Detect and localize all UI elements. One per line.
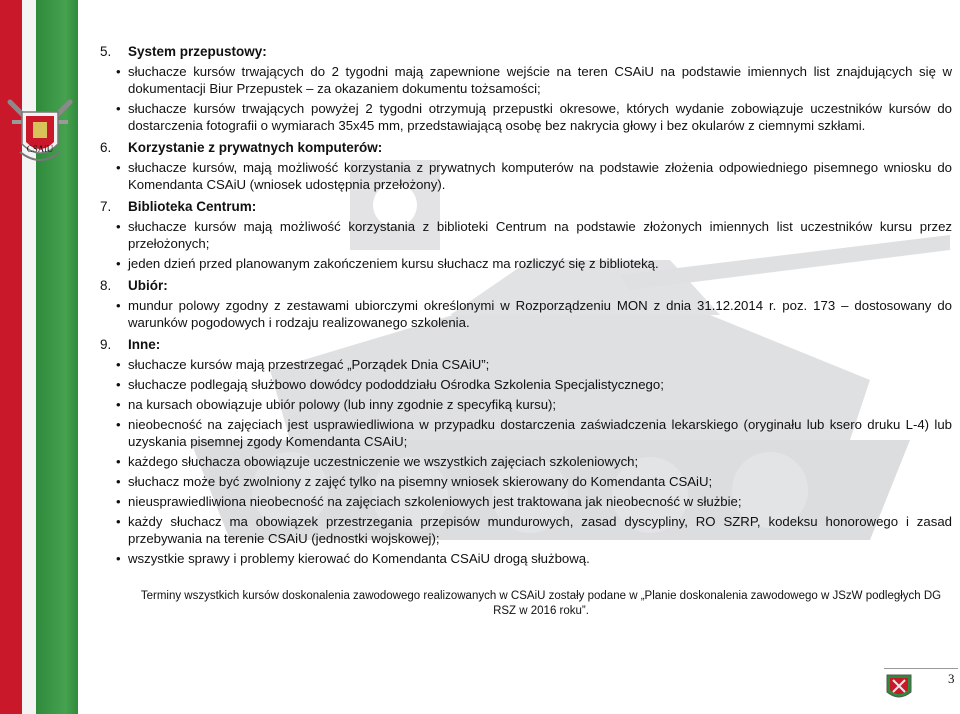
section-7-header [100,198,952,215]
section-title: System przepustowy: [128,44,267,59]
list-item: • słuchacze podlegają służbowo dowódcy pododdziału Ośrodka Szkolenia Specjalistycznego; [100,376,952,393]
list-item: • nieusprawiedliwiona nieobecność na zajęciach szkoleniowych jest traktowana jak nieobecność w służbie; [100,493,952,510]
list-item: • każdego słuchacza obowiązuje uczestniczenie we wszystkich zajęciach szkoleniowych; [100,453,952,470]
list-item: • słuchacze kursów mają możliwość korzystania z biblioteki Centrum na podstawie złożonych imiennych list uczestników kursu przez przełożonych; [100,218,952,252]
section-number: 5. [100,44,112,59]
list-item: • nieobecność na zajęciach jest usprawiedliwiona w przypadku dostarczenia zaświadczenia lekarskiego (oryginału lub ksero druku L-4) lub uzyskania pisemnej zgody Komendanta CSAiU; [100,416,952,450]
footer-divider [884,668,958,669]
section-title: Ubiór: [128,278,168,293]
list-item: • każdy słuchacz ma obowiązek przestrzegania przepisów mundurowych, zasad dyscypliny, RO SZRP, kodeksu honorowego i zasad przebywania na terenie CSAiU (jednostki wojskowej); [100,513,952,547]
list-item: • słuchacze kursów trwających powyżej 2 tygodni otrzymują przepustki okresowe, których wydanie zobowiązuje uczestników kursów do dostarczenia fotografii o wymiarach 35x45 mm, przedstawiającą osobę bez nakrycia głowy i bez okularów z ciemnymi szkłami. [100,100,952,134]
section-number: 7. [100,199,112,214]
section-number: 9. [100,337,112,352]
unit-badge-icon [886,674,912,702]
footer-note: Terminy wszystkich kursów doskonalenia zawodowego realizowanych w CSAiU zostały podane w „Planie doskonalenia zawodowego w JSzW podległych DG RSZ w 2016 roku”. [140,590,942,617]
section-number: 8. [100,278,112,293]
section-number: 6. [100,140,112,155]
section-5-header [100,43,952,60]
section-8-header [100,277,952,294]
section-9-header [100,336,952,353]
list-item: • słuchacze kursów trwających do 2 tygodni mają zapewnione wejście na teren CSAiU na podstawie imiennych list znajdujących się w dokumentacji Biur Przepustek – za okazaniem dokumentu tożsamości; [100,63,952,97]
list-item: • wszystkie sprawy i problemy kierować do Komendanta CSAiU drogą służbową. [100,550,952,567]
main-content [100,38,952,567]
list-item: • słuchacze kursów mają przestrzegać „Porządek Dnia CSAiU”; [100,356,952,373]
page-number: 3 [948,671,955,686]
emblem-text: CSAiU [26,144,54,154]
list-item: • mundur polowy zgodny z zestawami ubiorczymi określonymi w Rozporządzeniu MON z dnia 31.12.2014 r. poz. 173 – dostosowany do warunków pogodowych i rodzaju realizowanego szkolenia. [100,297,952,331]
section-title: Biblioteka Centrum: [128,199,257,214]
list-item: • na kursach obowiązuje ubiór polowy (lub inny zgodnie z specyfiką kursu); [100,396,952,413]
list-item: • jeden dzień przed planowanym zakończeniem kursu słuchacz ma rozliczyć się z biblioteką. [100,255,952,272]
section-title: Inne: [128,337,161,352]
list-item: • słuchacz może być zwolniony z zajęć tylko na pisemny wniosek skierowany do Komendanta CSAiU; [100,473,952,490]
section-6-header [100,139,952,156]
section-title: Korzystanie z prywatnych komputerów: [128,140,383,155]
csaiu-emblem-icon [2,92,78,172]
list-item: • słuchacze kursów, mają możliwość korzystania z prywatnych komputerów na podstawie złożenia odpowiedniego pisemnego wniosku do Komendanta CSAiU (wniosek udostępnia przełożony). [100,159,952,193]
